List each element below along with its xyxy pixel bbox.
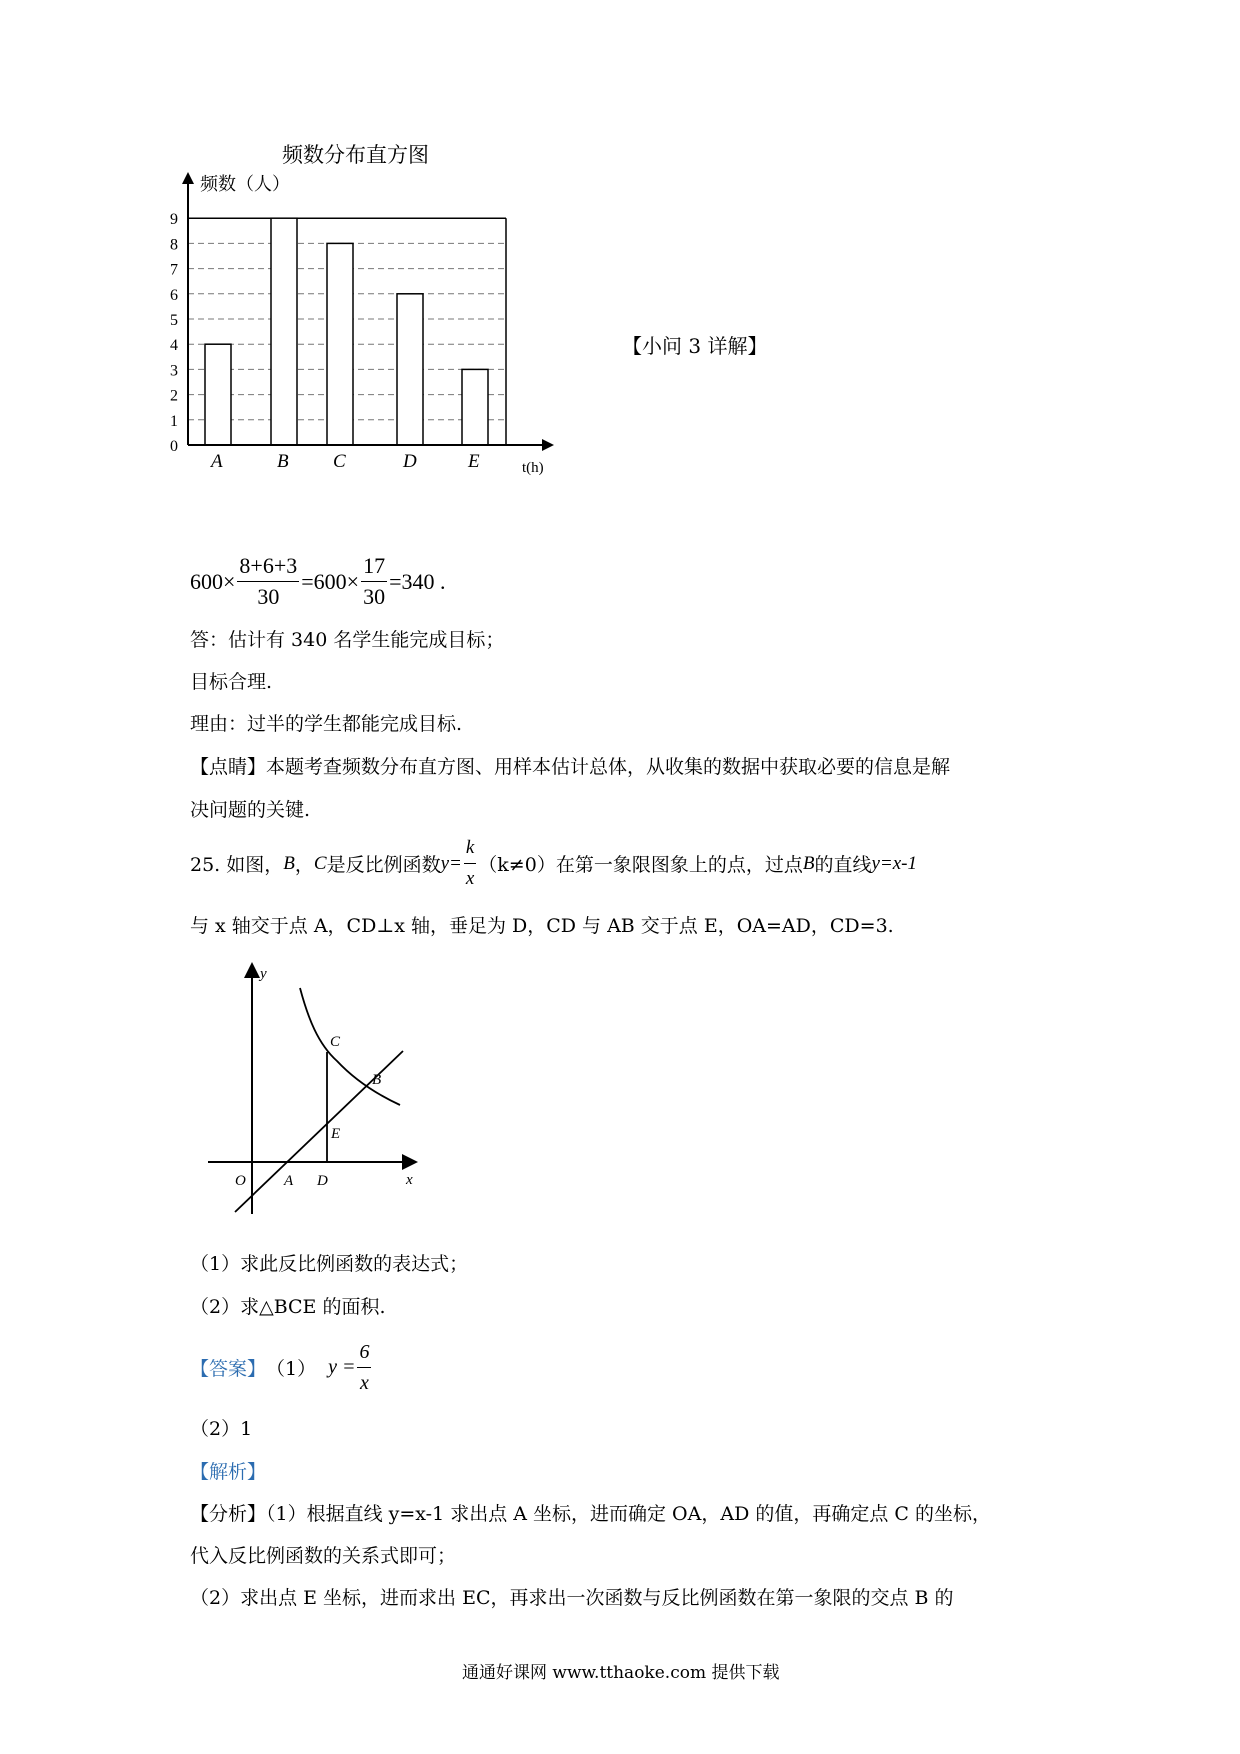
y-tick-label-3: 3: [170, 362, 178, 380]
frequency-histogram: [170, 140, 620, 540]
label-c: C: [330, 1034, 341, 1050]
dianjing-line-2: 决问题的关键.: [190, 799, 311, 821]
fraction-1-numerator: 8+6+3: [237, 552, 299, 582]
answer-y-equals: y =: [328, 1356, 356, 1378]
calculation: [190, 552, 446, 611]
label-x: x: [406, 1172, 413, 1188]
hist-y-label: 频数（人）: [200, 174, 290, 194]
y-tick-label-0: 0: [170, 438, 178, 455]
y-tick-label-9: 9: [170, 211, 178, 229]
answer-denominator: x: [360, 1372, 369, 1394]
fraction-2: [361, 552, 387, 611]
x-denominator: x: [465, 868, 475, 889]
y-tick-label-5: 5: [170, 312, 178, 329]
bar-E: [462, 369, 488, 445]
bar-A: [205, 344, 231, 445]
question-2: （2）求△BCE 的面积.: [190, 1296, 386, 1318]
k-numerator: k: [464, 834, 476, 864]
category-label-D: D: [403, 451, 417, 472]
hist-x-label: t(h): [522, 460, 544, 476]
answer-line: 答：估计有 340 名学生能完成目标；: [190, 629, 505, 651]
problem-text-b: （k≠0）在第一象限图象上的点，过点: [478, 854, 803, 876]
analysis-line-2: 代入反比例函数的关系式即可；: [190, 1545, 457, 1567]
hist-x-axis-arrow: [542, 439, 554, 451]
label-y: y: [260, 966, 267, 982]
y-tick-label-7: 7: [170, 261, 178, 279]
fraction-2-numerator: 17: [361, 552, 387, 582]
category-label-C: C: [333, 451, 346, 472]
line-equation: y=x-1: [871, 852, 917, 874]
answer-numerator: 6: [357, 1338, 371, 1368]
calc-part-a: 600×: [190, 568, 236, 594]
y-tick-label-4: 4: [170, 337, 178, 355]
answer-part1-prefix: （1）: [266, 1358, 317, 1380]
y-tick-label-1: 1: [170, 412, 178, 430]
y-tick-label-6: 6: [170, 286, 178, 304]
problem-25-line-1: [190, 834, 917, 893]
problem-text-a: 是反比例函数: [326, 854, 441, 876]
page-footer: 通通好课网 www.tthaoke.com 提供下载: [462, 1663, 780, 1683]
category-label-E: E: [468, 451, 480, 472]
hyperbola-curve: [300, 988, 400, 1105]
dianjing-line-1: 【点睛】本题考查频数分布直方图、用样本估计总体，从收集的数据中获取必要的信息是解: [190, 756, 951, 778]
answer-part2: （2）1: [190, 1418, 253, 1440]
comma: ，: [294, 854, 314, 876]
analysis-line-1: 【分析】（1）根据直线 y=x-1 求出点 A 坐标，进而确定 OA，AD 的值，再确定点 C 的坐标，: [190, 1503, 991, 1525]
point-c: C: [313, 852, 327, 874]
answer-block: [190, 1338, 373, 1397]
bar-D: [397, 294, 423, 445]
label-a: A: [284, 1173, 294, 1189]
side-heading: 【小问 3 详解】: [622, 334, 768, 358]
y-equals: y=: [440, 852, 462, 874]
point-b: B: [283, 852, 295, 874]
problem-25-line-2: 与 x 轴交于点 A，CD⊥x 轴，垂足为 D，CD 与 AB 交于点 E，OA=AD，CD=3.: [190, 915, 894, 937]
problem-text-c: 的直线: [814, 854, 872, 876]
problem-intro: 25. 如图，: [190, 854, 284, 876]
k-over-x-fraction: [464, 834, 476, 893]
label-e: E: [331, 1126, 341, 1142]
y-tick-label-8: 8: [170, 236, 178, 254]
analysis-line-3: （2）求出点 E 坐标，进而求出 EC，再求出一次函数与反比例函数在第一象限的交点 B 的: [190, 1587, 954, 1609]
answer-label: 【答案】: [190, 1358, 267, 1380]
answer-fraction: [357, 1338, 371, 1397]
y-tick-label-2: 2: [170, 387, 178, 405]
category-label-A: A: [211, 451, 223, 472]
reasonable-line: 目标合理.: [190, 671, 273, 693]
hist-y-axis-arrow: [182, 172, 194, 184]
fraction-1: [237, 552, 299, 611]
label-d: D: [317, 1173, 328, 1189]
hist-title: 频数分布直方图: [282, 143, 429, 167]
label-o: O: [235, 1173, 246, 1189]
analysis-label: 【解析】: [190, 1461, 267, 1483]
question-1: （1）求此反比例函数的表达式；: [190, 1253, 469, 1275]
calc-part-b: =600×: [301, 568, 360, 594]
fraction-1-denominator: 30: [257, 584, 280, 609]
label-b: B: [372, 1072, 382, 1088]
coordinate-figure: [200, 960, 430, 1230]
point-b-2: B: [802, 852, 815, 874]
category-label-B: B: [277, 451, 289, 472]
calc-part-c: =340 .: [389, 568, 446, 594]
fraction-2-denominator: 30: [363, 584, 386, 609]
bar-B: [271, 218, 297, 445]
bar-C: [327, 243, 353, 445]
reason-line: 理由：过半的学生都能完成目标.: [190, 713, 463, 735]
